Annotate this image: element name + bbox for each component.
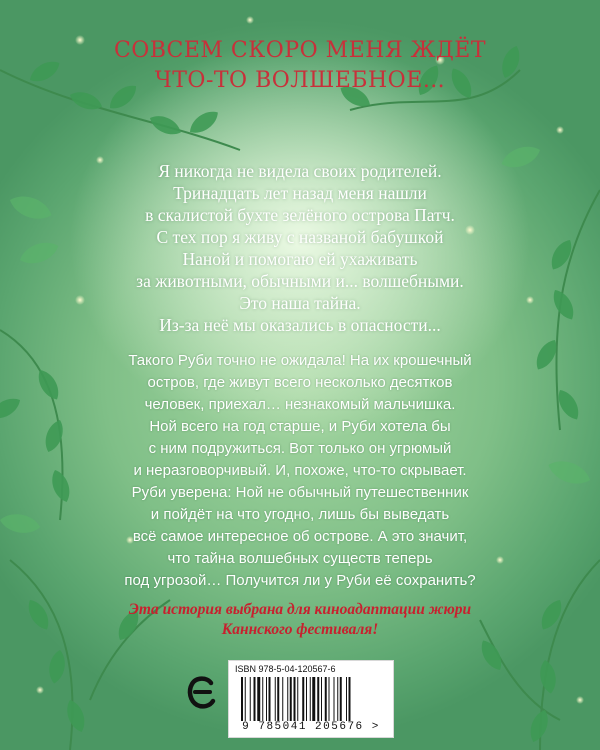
intro-line: Из-за неё мы оказались в опасности... xyxy=(159,315,441,335)
description-line: остров, где живут всего несколько десятков xyxy=(147,374,453,391)
description-line: под угрозой… Получится ли у Руби её сохранить? xyxy=(124,572,476,589)
description-line: всё самое интересное об острове. А это значит, xyxy=(132,528,468,545)
promo-line-1: Эта история выбрана для киноадаптации жюри xyxy=(128,601,472,618)
isbn-text: ISBN 978-5-04-120567-6 xyxy=(235,664,336,674)
description-paragraph xyxy=(70,350,530,592)
barcode-bars xyxy=(241,677,385,721)
promo-note xyxy=(80,600,520,640)
intro-line: Это наша тайна. xyxy=(239,293,361,313)
description-line: Руби уверена: Ной не обычный путешественник xyxy=(131,484,469,501)
cover-headline xyxy=(60,36,540,96)
description-line: что тайна волшебных существ теперь xyxy=(167,550,433,567)
intro-line: Тринадцать лет назад меня нашли xyxy=(173,183,427,203)
ean-digits: 9 785041 205676 > xyxy=(242,721,380,733)
description-line: с ним подружиться. Вот только он угрюмый xyxy=(148,440,452,457)
headline-line-2: ЧТО-ТО ВОЛШЕБНОЕ… xyxy=(154,68,446,93)
barcode xyxy=(228,660,394,738)
description-line: человек, приехал… незнакомый мальчишка. xyxy=(144,396,456,413)
intro-paragraph xyxy=(60,160,540,336)
intro-line: С тех пор я живу с названой бабушкой xyxy=(156,227,444,247)
intro-line: за животными, обычными и... волшебными. xyxy=(136,271,464,291)
headline-line-1: СОВСЕМ СКОРО МЕНЯ ЖДЁТ xyxy=(113,38,487,63)
description-line: Ной всего на год старше, и Руби хотела бы xyxy=(149,418,451,435)
publisher-logo-icon xyxy=(186,674,218,710)
promo-line-2: Каннского фестиваля! xyxy=(221,621,379,638)
description-line: и пойдёт на что угодно, лишь бы выведать xyxy=(150,506,450,523)
intro-line: Я никогда не видела своих родителей. xyxy=(158,161,442,181)
intro-line: в скалистой бухте зелёного острова Патч. xyxy=(145,205,455,225)
intro-line: Наной и помогаю ей ухаживать xyxy=(182,249,418,269)
description-line: и неразговорчивый. И, похоже, что-то скрывает. xyxy=(133,462,467,479)
description-line: Такого Руби точно не ожидала! На их крошечный xyxy=(128,352,472,369)
